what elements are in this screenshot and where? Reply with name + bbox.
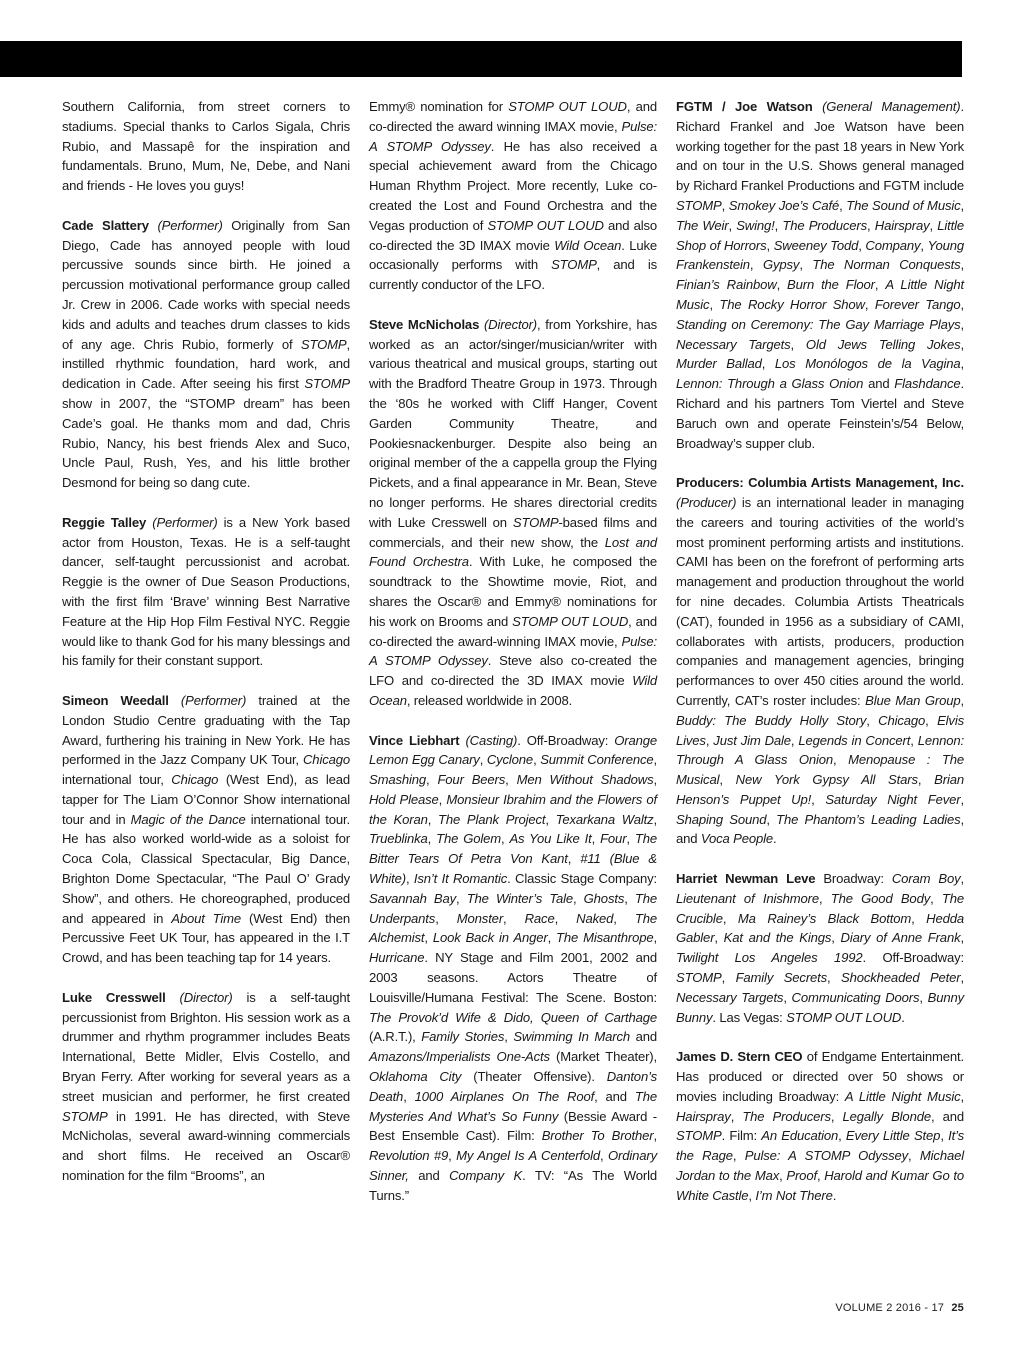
bio-title: My Angel Is A Centerfold — [456, 1148, 600, 1164]
bio-name: Harriet Newman Leve — [676, 871, 816, 887]
bio-title: I’m Not There — [755, 1187, 833, 1203]
bio-title: Los Monólogos de la Vagina — [774, 356, 961, 372]
bio-title: (Producer) — [676, 494, 737, 510]
bio-title: Chicago — [303, 752, 350, 768]
bio-paragraph: Southern California, from street corners to stadiums. Special thanks to Carlos Sigala, Chris Rubio, and Massapê for the inspiration and fundamentals. Bruno, Mum, Ne, Debe, and Nani and friends - He loves you guys! — [62, 99, 350, 194]
bio-title: Forever Tango — [874, 296, 961, 312]
column-middle — [369, 97, 657, 1297]
bio-title: Men Without Shadows — [516, 772, 654, 788]
bio-title: Young Frankenstein — [676, 237, 964, 273]
bio-title: Texarkana Waltz — [555, 811, 654, 827]
bio-paragraph: James D. Stern CEO of Endgame Entertainment. Has produced or directed over 50 shows or movies including Broadway: A Little Night Music, Hairspray, The Producers, Legally Blonde, and STOMP. Film: An Education, Every Little Step, It’s the Rage, Pulse: A STOMP Odyssey, Michael Jordan to the Max, Proof, Harold and Kumar Go to White Castle, I’m Not There. — [676, 1049, 964, 1203]
bio-title: The Producers — [782, 217, 868, 233]
bio-title: Chicago — [171, 772, 219, 788]
bio-title: Saturday Night Fever — [825, 791, 961, 807]
bio-title: Gypsy — [762, 257, 800, 273]
bio-title: Standing on Ceremony: The Gay Marriage Plays — [676, 316, 961, 332]
bio-title: STOMP — [304, 376, 350, 392]
volume-label: VOLUME 2 2016 - 17 — [835, 1302, 945, 1314]
bio-title: Elvis Lives — [676, 712, 964, 748]
bio-title: Necessary Targets — [676, 336, 791, 352]
bio-title: The Good Body — [830, 890, 931, 906]
bio-title: Monster — [456, 910, 504, 926]
bio-title: The Crucible — [676, 890, 964, 926]
bio-paragraph: Emmy® nomination for STOMP OUT LOUD, and co-directed the award winning IMAX movie, Pulse: A STOMP Odyssey. He has also received a special achievement award from the Chicago Human Rhythm Project. More recently, Luke co-created the Lost and Found Orchestra and the Vegas production of STOMP OUT LOUD and also co-directed the 3D IMAX movie Wild Ocean. Luke occasionally performs with STOMP, and is currently conductor of the LFO. — [369, 99, 658, 293]
bio-title: STOMP — [676, 197, 722, 213]
bio-title: Brian Henson’s Puppet Up! — [676, 772, 964, 807]
bio-title: Pulse: A STOMP Odyssey — [369, 633, 657, 669]
bio-title: Danton’s Death — [369, 1069, 657, 1104]
bio-name: Cade Slattery — [62, 217, 149, 233]
bio-title: Lennon: Through a Glass Onion — [676, 376, 864, 392]
bio-title: Chicago — [878, 712, 926, 728]
bio-title: Hedda Gabler — [676, 910, 965, 946]
bio-title: The Mysteries And What’s So Funny — [369, 1088, 657, 1124]
bio-title: STOMP — [676, 970, 722, 986]
bio-title: Voca People — [700, 831, 774, 847]
bio-title: Ma Rainey’s Black Bottom — [737, 910, 912, 926]
bio-title: (Casting) — [465, 732, 518, 748]
bio-title: Ordinary Sinner, — [369, 1148, 657, 1184]
bio-title: STOMP — [512, 514, 559, 530]
bio-title: Four — [600, 831, 627, 847]
bio-title: Trueblinka — [369, 831, 428, 847]
bio-title: Menopause : The Musical — [676, 752, 964, 788]
bio-name: FGTM / Joe Watson — [676, 99, 813, 114]
bio-title: (General Management) — [822, 99, 961, 114]
bio-title: Burn the Floor — [787, 277, 875, 293]
bio-title: A Little Night Music — [676, 277, 964, 312]
bio-title: (Performer) — [152, 514, 218, 530]
bio-title: STOMP OUT LOUD — [786, 1009, 902, 1025]
bio-title: Lieutenant of Inishmore — [676, 890, 819, 906]
bio-paragraph: Steve McNicholas (Director), from Yorkshire, has worked as an actor/singer/musician/writer with various theatrical and musical groups, starting out with the Bradford Theatre Group in 1973. Through the ‘80s he worked with Cliff Hanger, Covent Garden Community Theatre, and Pookiesnackenburger. Despite also being an original member of the a cappella group the Flying Pickets, and a final appearance in Mr. Bean, Steve no longer performs. He shares directorial credits with Luke Cresswell on STOMP-based films and commercials, and their new show, the Lost and Found Orchestra. With Luke, he composed the soundtrack to the Showtime movie, Riot, and shares the Oscar® and Emmy® nominations for his work on Brooms and STOMP OUT LOUD, and co-directed the award-winning IMAX movie, Pulse: A STOMP Odyssey. Steve also co-created the LFO and co-directed the 3D IMAX movie Wild Ocean, released worldwide in 2008. — [369, 316, 658, 708]
bio-title: It’s the Rage — [676, 1128, 964, 1164]
bio-title: Smokey Joe’s Café — [728, 197, 840, 213]
bio-paragraph: Harriet Newman Leve Broadway: Coram Boy, Lieutenant of Inishmore, The Good Body, The Crucible, Ma Rainey’s Black Bottom, Hedda Gabler, Kat and the Kings, Diary of Anne Frank, Twilight Los Angeles 1992. Off-Broadway: STOMP, Family Secrets, Shockheaded Peter, Necessary Targets, Communicating Doors, Bunny Bunny. Las Vegas: STOMP OUT LOUD. — [676, 871, 965, 1025]
bio-title: About Time — [171, 910, 242, 926]
bio-title: Hurricane — [369, 950, 425, 966]
bio-title: Family Secrets — [735, 970, 828, 986]
bio-title: Sweeney Todd — [773, 237, 859, 253]
bio-title: Hold Please — [369, 791, 439, 807]
bio-title: Ghosts — [583, 890, 625, 906]
bio-title: Shockheaded Peter — [841, 970, 961, 986]
bio-title: Old Jews Telling Jokes — [805, 336, 961, 352]
bio-title: The Norman Conquests — [812, 257, 961, 273]
bio-title: Legends in Concert — [798, 732, 911, 748]
bio-title: (Director) — [483, 316, 538, 332]
bio-title: (Performer) — [157, 217, 223, 233]
bio-title: Company — [865, 237, 921, 253]
bio-name: Luke Cresswell — [62, 989, 166, 1005]
bio-title: Race — [524, 910, 555, 926]
bio-title: Every Little Step — [845, 1128, 941, 1144]
bio-title: Pulse: A STOMP Odyssey — [369, 118, 657, 154]
bio-name: Steve McNicholas — [369, 316, 480, 332]
bio-title: Brother To Brother — [541, 1128, 654, 1144]
bio-title: Swing! — [736, 217, 775, 233]
bio-title: Hairspray — [874, 217, 930, 233]
bio-title: The Misanthrope — [556, 930, 654, 946]
bio-title: New York Gypsy All Stars — [735, 772, 918, 788]
bio-title: An Education — [761, 1128, 839, 1144]
bio-title: #11 (Blue & White) — [369, 851, 657, 887]
bio-title: (Director) — [179, 989, 233, 1005]
bio-title: Little Shop of Horrors — [676, 217, 964, 253]
bio-title: Murder Ballad — [676, 356, 762, 372]
bio-title: Isn’t It Romantic — [413, 871, 508, 887]
bio-title: STOMP — [300, 336, 347, 352]
bio-title: Just Jim Dale — [713, 732, 791, 748]
bio-title: Michael Jordan to the Max — [676, 1148, 964, 1184]
bio-paragraph: Luke Cresswell (Director) is a self-taught percussionist from Brighton. His session work as a drummer and rhythm programmer includes Beats International, Bette Midler, Elvis Costello, and Bryan Ferry. After working for several years as a street musician and performer, he first created STOMP in 1991. He has directed, with Steve McNicholas, several award-winning commercials and short films. He received an Oscar® nomination for the film “Brooms”, an — [62, 989, 350, 1184]
page-number: 25 — [951, 1302, 964, 1314]
bio-title: The Winter’s Tale — [466, 890, 573, 906]
bio-title: Diary of Anne Frank — [840, 930, 961, 946]
bio-title: Communicating Doors — [791, 989, 920, 1005]
bio-paragraph: Reggie Talley (Performer) is a New York based actor from Houston, Texas. He is a self-taught dancer, self-taught percussionist and acrobat. Reggie is the owner of Due Season Productions, with the first film ‘Brave’ winning Best Narrative Feature at the Hip Hop Film Festival NYC. Reggie would like to thank God for his many blessings and his family for their constant support. — [62, 514, 350, 669]
bio-title: The Phantom’s Leading Ladies — [776, 811, 961, 827]
bio-title: Pulse: A STOMP Odyssey — [744, 1148, 909, 1164]
bio-title: Twilight Los Angeles 1992 — [676, 950, 863, 966]
bio-title: The Weir — [676, 217, 729, 233]
bio-title: Lennon: Through A Glass Onion — [676, 732, 964, 768]
bio-title: Coram Boy — [891, 871, 961, 887]
bio-title: STOMP OUT LOUD — [487, 217, 604, 233]
bio-name: Simeon Weedall — [62, 692, 169, 708]
bio-title: Bunny Bunny — [676, 989, 964, 1025]
bio-paragraph: Cade Slattery (Performer) Originally from San Diego, Cade has annoyed people with loud percussive sounds since birth. He joined a percussion motivational performance group called Jr. Crew in 2006. Cade works with special needs kids and adults and teaches drum classes to kids of any age. Chris Rubio, formerly of STOMP, instilled rhythmic foundation, hard work, and dedication in Cade. After seeing his first STOMP show in 2007, the “STOMP dream” has been Cade’s goal. He thanks mom and dad, Chris Rubio, Nancy, his best friends Alex and Suco, Uncle Paul, Rush, Yes, and his little brother Desmond for being so dang cute. — [62, 217, 350, 491]
bio-paragraph: Vince Liebhart (Casting). Off-Broadway: Orange Lemon Egg Canary, Cyclone, Summit Conference, Smashing, Four Beers, Men Without Shadows, Hold Please, Monsieur Ibrahim and the Flowers of the Koran, The Plank Project, Texarkana Waltz, Trueblinka, The Golem, As You Like It, Four, The Bitter Tears Of Petra Von Kant, #11 (Blue & White), Isn’t It Romantic. Classic Stage Company: Savannah Bay, The Winter’s Tale, Ghosts, The Underpants, Monster, Race, Naked, The Alchemist, Look Back in Anger, The Misanthrope, Hurricane. NY Stage and Film 2001, 2002 and 2003 seasons. Actors Theatre of Louisville/Humana Festival: The Scene. Boston: The Provok’d Wife & Dido, Queen of Carthage (A.R.T.), Family Stories, Swimming In March and Amazons/Imperialists One-Acts (Market Theater), Oklahoma City (Theater Offensive). Danton’s Death, 1000 Airplanes On The Roof, and The Mysteries And What’s So Funny (Bessie Award - Best Ensemble Cast). Film: Brother To Brother, Revolution #9, My Angel Is A Centerfold, Ordinary Sinner, and Company K. TV: “As The World Turns.” — [369, 732, 658, 1203]
bio-title: As You Like It — [509, 831, 592, 847]
bio-title: The Alchemist — [369, 910, 657, 946]
bio-title: The Sound of Music — [846, 197, 961, 213]
bio-title: (Performer) — [180, 692, 247, 708]
bio-title: Finian’s Rainbow — [676, 277, 777, 293]
bio-title: Naked — [576, 910, 614, 926]
bio-title: Kat and the Kings — [723, 930, 832, 946]
bio-title: Magic of the Dance — [130, 811, 246, 827]
bio-name: Reggie Talley — [62, 514, 147, 530]
bio-paragraph: Producers: Columbia Artists Management, Inc. (Producer) is an international leader in managing the careers and touring activities of the world’s most prominent performing artists and institutions. CAMI has been on the forefront of performing arts management and production throughout the world for nine decades. Columbia Artists Theatricals (CAT), founded in 1956 as a subsidiary of CAMI, collaborates with artists, producers, production companies and management agencies, bringing performances to over 450 cities around the world. Currently, CAT’s roster includes: Blue Man Group, Buddy: The Buddy Holly Story, Chicago, Elvis Lives, Just Jim Dale, Legends in Concert, Lennon: Through A Glass Onion, Menopause : The Musical, New York Gypsy All Stars, Brian Henson’s Puppet Up!, Saturday Night Fever, Shaping Sound, The Phantom’s Leading Ladies, and Voca People. — [676, 475, 965, 847]
bio-title: Four Beers — [437, 772, 506, 788]
page-footer — [835, 1302, 964, 1314]
bio-title: Flashdance — [894, 376, 961, 392]
bio-title: Smashing — [369, 772, 427, 788]
bio-title: The Bitter Tears Of Petra Von Kant — [369, 831, 657, 867]
bio-title: Monsieur Ibrahim and the Flowers of the Koran — [369, 791, 657, 827]
bio-title: Wild Ocean — [554, 237, 622, 253]
bio-title: Hairspray — [676, 1108, 731, 1124]
column-right — [676, 97, 964, 1297]
bio-title: 1000 Airplanes On The Roof — [414, 1088, 595, 1104]
bio-title: STOMP OUT LOUD — [512, 613, 629, 629]
bio-columns — [62, 97, 964, 1297]
bio-title: STOMP OUT LOUD — [508, 99, 627, 114]
bio-title: Oklahoma City — [369, 1069, 462, 1085]
bio-title: Summit Conference — [540, 752, 654, 768]
bio-title: Legally Blonde — [842, 1108, 931, 1124]
bio-title: Orange Lemon Egg Canary — [369, 732, 657, 768]
header-bar — [0, 41, 962, 77]
bio-title: Harold and Kumar Go to White Castle — [676, 1168, 964, 1203]
bio-title: The Provok’d Wife & Dido, Queen of Carthage — [369, 1009, 657, 1025]
bio-title: The Plank Project — [438, 811, 546, 827]
bio-title: Shaping Sound — [676, 811, 767, 827]
bio-name: James D. Stern CEO — [676, 1049, 803, 1065]
bio-paragraph: Simeon Weedall (Performer) trained at the London Studio Centre graduating with the Tap Award, furthering his training in New York. He has performed in the Jazz Company UK Tour, Chicago international tour, Chicago (West End), as lead tapper for The Liam O’Connor Show international tour and in Magic of the Dance international tour. He has also worked world-wide as a soloist for Coca Cola, Classical Spectacular, Big Dance, Brighton Dome Spectacular, “The Paul O’ Grady Show”, and others. He choreographed, produced and appeared in About Time (West End) then Percussive Feet UK Tour, has appeared in the I.T Crowd, and has been teaching tap for 14 years. — [62, 692, 351, 966]
bio-title: Blue Man Group — [865, 692, 961, 708]
bio-title: Necessary Targets — [676, 989, 784, 1005]
bio-title: Cyclone — [486, 752, 534, 768]
bio-name: Vince Liebhart — [369, 732, 460, 748]
bio-name: Producers: Columbia Artists Management, Inc. — [676, 475, 964, 491]
bio-title: Amazons/Imperialists One-Acts — [369, 1049, 550, 1065]
bio-title: Savannah Bay — [369, 890, 457, 906]
bio-title: A Little Night Music — [844, 1088, 961, 1104]
bio-title: Buddy: The Buddy Holly Story — [676, 712, 867, 728]
column-left — [62, 97, 350, 1297]
bio-title: Lost and Found Orchestra — [369, 534, 657, 570]
bio-title: Family Stories — [421, 1029, 505, 1045]
bio-paragraph: FGTM / Joe Watson (General Management). Richard Frankel and Joe Watson have been working together for the past 18 years in New York and on tour in the U.S. Shows general managed by Richard Frankel Productions and FGTM include STOMP, Smokey Joe’s Café, The Sound of Music, The Weir, Swing!, The Producers, Hairspray, Little Shop of Horrors, Sweeney Todd, Company, Young Frankenstein, Gypsy, The Norman Conquests, Finian’s Rainbow, Burn the Floor, A Little Night Music, The Rocky Horror Show, Forever Tango, Standing on Ceremony: The Gay Marriage Plays, Necessary Targets, Old Jews Telling Jokes, Murder Ballad, Los Monólogos de la Vagina, Lennon: Through a Glass Onion and Flashdance. Richard and his partners Tom Viertel and Steve Baruch own and operate Feinstein’s/54 Below, Broadway’s supper club. — [676, 99, 965, 451]
bio-title: Company K — [449, 1168, 523, 1184]
bio-title: The Rocky Horror Show — [719, 296, 865, 312]
bio-title: The Underpants — [369, 890, 657, 926]
bio-title: Proof — [786, 1168, 817, 1184]
bio-title: Swimming In March — [513, 1029, 630, 1045]
bio-title: The Producers — [742, 1108, 831, 1124]
bio-title: Wild Ocean — [369, 673, 657, 708]
bio-title: STOMP — [676, 1128, 722, 1144]
bio-title: The Golem — [436, 831, 502, 847]
bio-title: Revolution #9 — [369, 1148, 449, 1164]
bio-title: STOMP — [551, 257, 597, 273]
bio-title: Look Back in Anger — [432, 930, 548, 946]
bio-title: STOMP — [62, 1108, 108, 1124]
